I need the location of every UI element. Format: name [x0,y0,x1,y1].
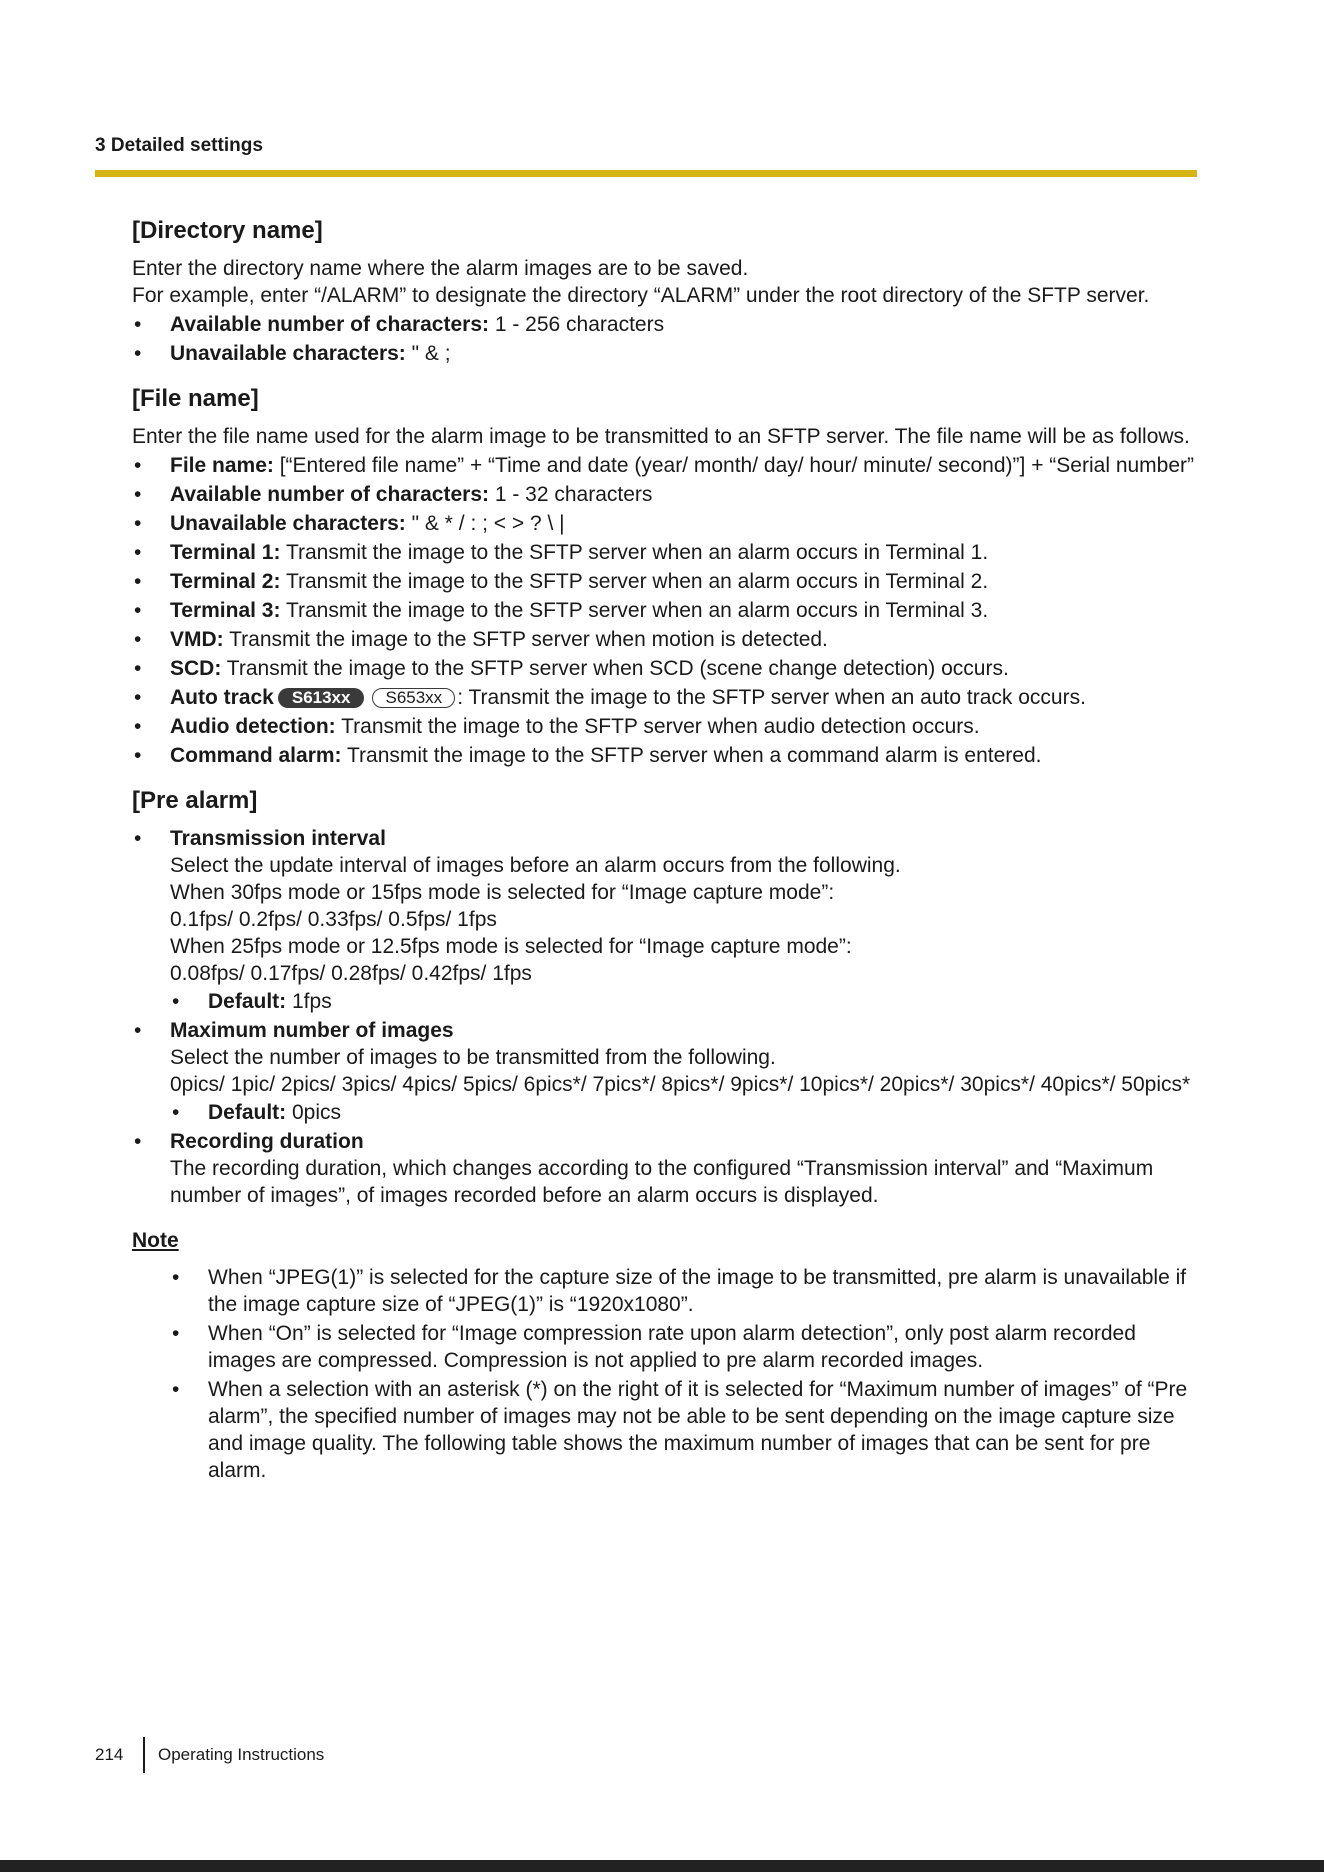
item-text: 1 - 256 characters [489,313,665,336]
chapter-header: 3 Detailed settings [95,135,263,156]
list-item [132,481,1202,508]
item-text: 0.1fps/ 0.2fps/ 0.33fps/ 0.5fps/ 1fps [170,908,497,931]
item-label: Unavailable characters: [170,342,406,365]
item-label: • Maximum number of images [170,1019,454,1042]
item-text: Transmit the image to the SFTP server when an alarm occurs in Terminal 1. [280,541,989,564]
list-item [132,452,1202,479]
item-label: Terminal 2: [170,570,281,593]
list-item-recording-duration [132,1128,1202,1209]
item-label: SCD: [170,657,222,680]
note-item: • When “JPEG(1)” is selected for the capture size of the image to be transmitted, pre alarm is unavailable if the image capture size of “JPEG(1)” is “1920x1080”. [170,1264,1202,1318]
list-item [132,539,1202,566]
item-label: Audio detection: [170,715,336,738]
item-text: 0pics [286,1101,342,1124]
item-label: VMD: [170,628,224,651]
item-label: Available number of characters: [170,313,489,336]
item-text: : Transmit the image to the SFTP server when an auto track occurs. [457,686,1086,709]
item-label: Auto track [170,686,274,709]
note-title: Note [132,1229,179,1252]
item-text: 1 - 32 characters [489,483,653,506]
item-text: 0pics/ 1pic/ 2pics/ 3pics/ 4pics/ 5pics/ 6pics*/ 7pics*/ 8pics*/ 9pics*/ 10pics*/ 20pics*/ 30pics*/ 40pics*/ 50pics* [170,1073,1191,1096]
list-item [132,597,1202,624]
model-badge-s653xx: S653xx [372,688,455,708]
item-text: [“Entered file name” + “Time and date (year/ month/ day/ hour/ minute/ second)”] + “Serial number” [273,454,1195,477]
list-item [132,311,1202,338]
item-text: When 25fps mode or 12.5fps mode is selected for “Image capture mode”: [170,935,852,958]
item-text: The recording duration, which changes according to the configured “Transmission interval” and “Maximum number of images”, of images recorded before an alarm occurs is displayed. [170,1157,1154,1207]
list-item [132,742,1202,769]
bullet-list [132,825,1202,1209]
item-text: Transmit the image to the SFTP server when a command alarm is entered. [341,744,1042,767]
item-text: When 30fps mode or 15fps mode is selected for “Image capture mode”: [170,881,835,904]
list-item [132,713,1202,740]
item-label: Available number of characters: [170,483,489,506]
bottom-edge-strip [0,1860,1324,1872]
item-label: Command alarm: [170,744,342,767]
list-item-default [170,988,1202,1015]
item-text: Transmit the image to the SFTP server when audio detection occurs. [335,715,980,738]
note-item: • When “On” is selected for “Image compression rate upon alarm detection”, only post alarm recorded images are compressed. Compression is not applied to pre alarm recorded images. [170,1320,1202,1374]
item-label: Default: [208,1101,287,1124]
item-text: 1fps [286,990,332,1013]
item-label: • Recording duration [170,1130,364,1153]
bullet-list [132,452,1202,769]
item-text: Transmit the image to the SFTP server when an alarm occurs in Terminal 2. [280,570,989,593]
item-text: Transmit the image to the SFTP server when motion is detected. [223,628,828,651]
item-label: Unavailable characters: [170,512,406,535]
note-item: • When a selection with an asterisk (*) on the right of it is selected for “Maximum number of images” of “Pre alarm”, the specified number of images may not be able to be sent depending on the image capture size and image quality. The following table shows the maximum number of images that can be sent for pre alarm. [170,1376,1202,1484]
item-text: Select the update interval of images before an alarm occurs from the following. [170,854,901,877]
section-directory-name [132,215,1202,367]
list-item [132,340,1202,367]
item-text: Transmit the image to the SFTP server when SCD (scene change detection) occurs. [221,657,1009,680]
item-text: " & * / : ; < > ? \ | [405,512,565,535]
paragraph: Enter the directory name where the alarm images are to be saved. [132,257,749,280]
paragraph: Enter the file name used for the alarm image to be transmitted to an SFTP server. The file name will be as follows. [132,425,1190,448]
item-text: " & ; [405,342,451,365]
list-item [132,568,1202,595]
section-heading: [Pre alarm] [132,787,258,814]
list-item-maximum-images [132,1017,1202,1126]
item-text: 0.08fps/ 0.17fps/ 0.28fps/ 0.42fps/ 1fps [170,962,532,985]
item-label: Terminal 3: [170,599,281,622]
item-text: Transmit the image to the SFTP server when an alarm occurs in Terminal 3. [280,599,989,622]
main-content [132,215,1202,1486]
section-note [132,1227,1202,1484]
model-badge-s613xx: S613xx [278,688,365,708]
header-rule [95,170,1197,177]
list-item-transmission-interval [132,825,1202,1015]
footer-doc-title: Operating Instructions [158,1745,325,1764]
list-item [132,510,1202,537]
list-item [132,655,1202,682]
item-label: Terminal 1: [170,541,281,564]
item-label: Default: [208,990,287,1013]
note-list [132,1264,1202,1484]
page-number: 214 [95,1745,124,1764]
section-heading: [File name] [132,385,259,412]
section-pre-alarm [132,785,1202,1209]
section-heading: [Directory name] [132,217,323,244]
item-text: Select the number of images to be transmitted from the following. [170,1046,776,1069]
footer-divider [143,1737,145,1773]
sub-bullet-list [170,1099,1202,1126]
section-file-name [132,383,1202,769]
paragraph: For example, enter “/ALARM” to designate the directory “ALARM” under the root directory of the SFTP server. [132,284,1150,307]
list-item [132,684,1202,711]
item-label: • Transmission interval [170,827,386,850]
item-label: File name: [170,454,274,477]
sub-bullet-list [170,988,1202,1015]
bullet-list [132,311,1202,367]
list-item-default [170,1099,1202,1126]
list-item [132,626,1202,653]
